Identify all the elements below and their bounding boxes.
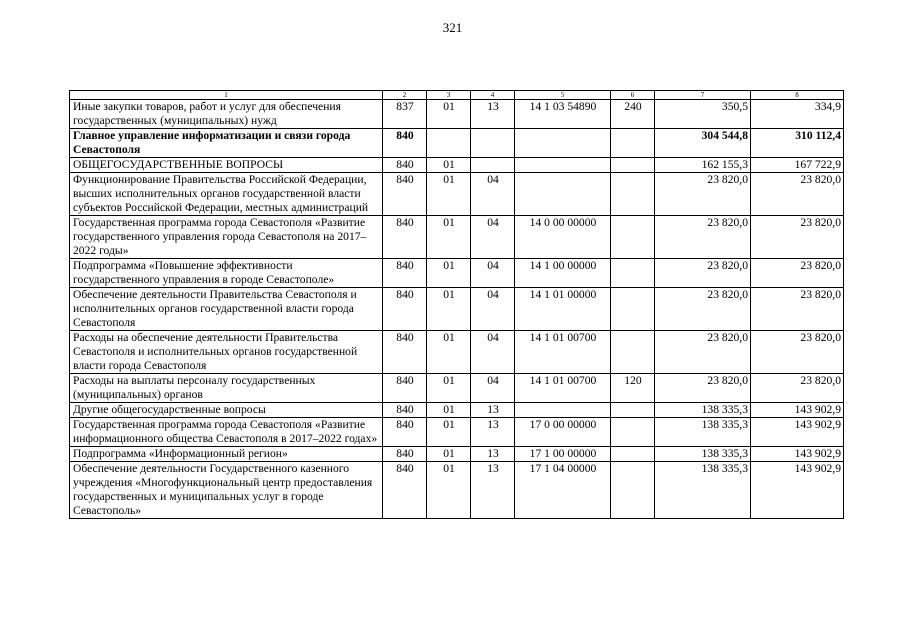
section-code-cell: 01 [427,418,471,447]
amount-year1-cell: 304 544,8 [655,129,751,158]
subsection-code-cell: 13 [471,403,515,418]
subsection-code-cell: 13 [471,418,515,447]
target-article-code-cell: 14 0 00 00000 [515,216,611,259]
target-article-code-cell: 14 1 00 00000 [515,259,611,288]
table-row [70,173,844,216]
column-number: 5 [515,91,611,100]
target-article-code-cell: 14 1 01 00700 [515,374,611,403]
subsection-code-cell: 13 [471,462,515,519]
table-row [70,374,844,403]
expense-name-cell: ОБЩЕГОСУДАРСТВЕННЫЕ ВОПРОСЫ [70,158,383,173]
target-article-code-cell: 17 0 00 00000 [515,418,611,447]
table-row [70,158,844,173]
expense-type-code-cell [611,331,655,374]
target-article-code-cell [515,129,611,158]
target-article-code-cell [515,403,611,418]
expense-type-code-cell [611,158,655,173]
expense-type-code-cell [611,259,655,288]
section-code-cell: 01 [427,288,471,331]
table-row [70,129,844,158]
target-article-code-cell: 17 1 00 00000 [515,447,611,462]
expense-name-cell: Государственная программа города Севастополя «Развитие государственного управления города Севастополя на 2017–2022 годы» [70,216,383,259]
target-article-code-cell: 17 1 04 00000 [515,462,611,519]
subsection-code-cell [471,129,515,158]
department-code-cell: 840 [383,288,427,331]
section-code-cell: 01 [427,173,471,216]
section-code-cell: 01 [427,259,471,288]
subsection-code-cell: 04 [471,216,515,259]
expense-type-code-cell [611,462,655,519]
department-code-cell: 840 [383,447,427,462]
expense-name-cell: Подпрограмма «Повышение эффективности государственного управления в городе Севастополе» [70,259,383,288]
expense-type-code-cell [611,173,655,216]
amount-year2-cell: 310 112,4 [751,129,844,158]
subsection-code-cell: 04 [471,288,515,331]
expense-name-cell: Государственная программа города Севастополя «Развитие информационного общества Севастополя в 2017–2022 годах» [70,418,383,447]
amount-year1-cell: 138 335,3 [655,418,751,447]
column-number: 4 [471,91,515,100]
expense-type-code-cell [611,129,655,158]
amount-year2-cell: 143 902,9 [751,403,844,418]
section-code-cell: 01 [427,447,471,462]
table-row [70,447,844,462]
amount-year1-cell: 23 820,0 [655,374,751,403]
section-code-cell: 01 [427,100,471,129]
section-code-cell: 01 [427,331,471,374]
table-row [70,331,844,374]
expense-name-cell: Обеспечение деятельности Правительства Севастополя и исполнительных органов государственной власти города Севастополя [70,288,383,331]
amount-year2-cell: 23 820,0 [751,374,844,403]
amount-year1-cell: 23 820,0 [655,216,751,259]
amount-year1-cell: 138 335,3 [655,447,751,462]
amount-year2-cell: 23 820,0 [751,259,844,288]
budget-table [69,90,844,519]
column-number: 6 [611,91,655,100]
expense-type-code-cell: 120 [611,374,655,403]
department-code-cell: 840 [383,374,427,403]
amount-year2-cell: 143 902,9 [751,418,844,447]
target-article-code-cell: 14 1 01 00700 [515,331,611,374]
department-code-cell: 840 [383,173,427,216]
table-row [70,418,844,447]
table-row [70,288,844,331]
column-number: 7 [655,91,751,100]
expense-name-cell: Функционирование Правительства Российской Федерации, высших исполнительных органов государственной власти субъектов Российской Федерации, местных администраций [70,173,383,216]
department-code-cell: 840 [383,259,427,288]
subsection-code-cell: 04 [471,374,515,403]
amount-year1-cell: 23 820,0 [655,259,751,288]
section-code-cell [427,129,471,158]
section-code-cell: 01 [427,462,471,519]
expense-name-cell: Другие общегосударственные вопросы [70,403,383,418]
subsection-code-cell: 04 [471,331,515,374]
amount-year2-cell: 23 820,0 [751,331,844,374]
table-row [70,259,844,288]
department-code-cell: 840 [383,158,427,173]
amount-year2-cell: 23 820,0 [751,288,844,331]
column-number: 8 [751,91,844,100]
target-article-code-cell [515,158,611,173]
column-number-row [70,91,844,100]
department-code-cell: 840 [383,403,427,418]
expense-type-code-cell [611,403,655,418]
department-code-cell: 840 [383,216,427,259]
amount-year1-cell: 23 820,0 [655,331,751,374]
expense-name-cell: Расходы на обеспечение деятельности Правительства Севастополя и исполнительных органов государственной власти города Севастополя [70,331,383,374]
table-row [70,100,844,129]
expense-type-code-cell [611,447,655,462]
subsection-code-cell: 13 [471,447,515,462]
target-article-code-cell [515,173,611,216]
amount-year2-cell: 143 902,9 [751,447,844,462]
table-row [70,216,844,259]
amount-year1-cell: 23 820,0 [655,173,751,216]
section-code-cell: 01 [427,403,471,418]
department-code-cell: 840 [383,331,427,374]
department-code-cell: 840 [383,418,427,447]
expense-type-code-cell: 240 [611,100,655,129]
expense-type-code-cell [611,216,655,259]
amount-year1-cell: 350,5 [655,100,751,129]
target-article-code-cell: 14 1 03 54890 [515,100,611,129]
page-number: 321 [442,20,463,35]
amount-year2-cell: 334,9 [751,100,844,129]
column-number: 3 [427,91,471,100]
target-article-code-cell: 14 1 01 00000 [515,288,611,331]
section-code-cell: 01 [427,374,471,403]
table-row [70,462,844,519]
amount-year1-cell: 23 820,0 [655,288,751,331]
column-number: 2 [383,91,427,100]
expense-type-code-cell [611,418,655,447]
amount-year2-cell: 23 820,0 [751,216,844,259]
subsection-code-cell: 13 [471,100,515,129]
subsection-code-cell: 04 [471,173,515,216]
expense-type-code-cell [611,288,655,331]
subsection-code-cell: 04 [471,259,515,288]
amount-year2-cell: 23 820,0 [751,173,844,216]
department-code-cell: 840 [383,462,427,519]
expense-name-cell: Подпрограмма «Информационный регион» [70,447,383,462]
department-code-cell: 840 [383,129,427,158]
department-code-cell: 837 [383,100,427,129]
table-row [70,403,844,418]
amount-year2-cell: 167 722,9 [751,158,844,173]
amount-year1-cell: 162 155,3 [655,158,751,173]
amount-year1-cell: 138 335,3 [655,403,751,418]
subsection-code-cell [471,158,515,173]
expense-name-cell: Обеспечение деятельности Государственного казенного учреждения «Многофункциональный центр предоставления государственных и муниципальных услуг в городе Севастополь» [70,462,383,519]
amount-year1-cell: 138 335,3 [655,462,751,519]
expense-name-cell: Расходы на выплаты персоналу государственных (муниципальных) органов [70,374,383,403]
expense-name-cell: Главное управление информатизации и связи города Севастополя [70,129,383,158]
amount-year2-cell: 143 902,9 [751,462,844,519]
expense-name-cell: Иные закупки товаров, работ и услуг для обеспечения государственных (муниципальных) нужд [70,100,383,129]
section-code-cell: 01 [427,158,471,173]
section-code-cell: 01 [427,216,471,259]
column-number: 1 [70,91,383,100]
